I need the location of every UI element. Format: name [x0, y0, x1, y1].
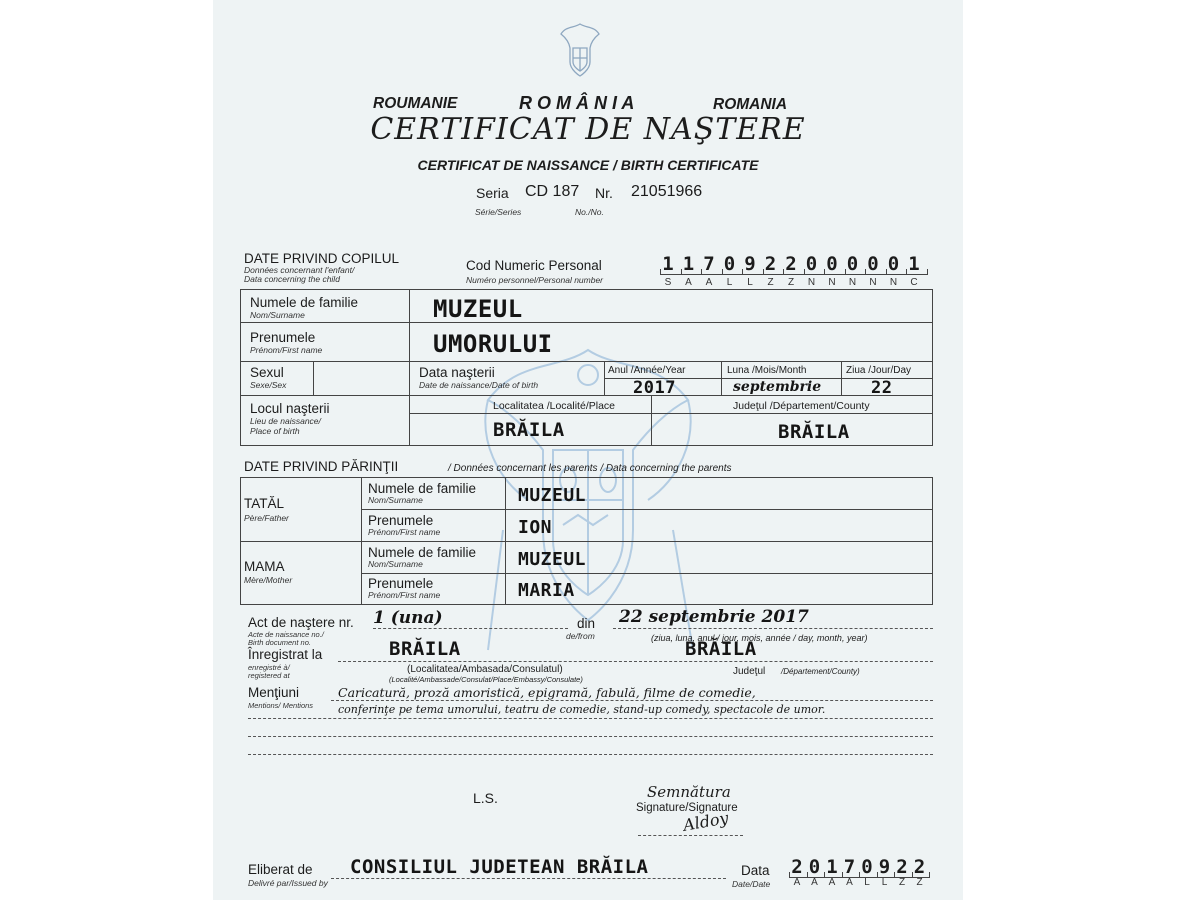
cnp-letter: Z [767, 277, 774, 288]
registered-sub2: registered at [248, 671, 290, 680]
dob-sub: Date de naissance/Date of birth [419, 380, 539, 390]
registered-place: BRĂILA [389, 638, 461, 660]
mentions-label: Menţiuni [248, 685, 300, 700]
issue-date-digit: 7 [843, 856, 856, 878]
mother-firstname-label: Prenumele [368, 576, 434, 591]
cnp-letter: N [889, 277, 898, 288]
child-section-sub1: Données concernant l'enfant/ [244, 265, 355, 275]
issue-date-sub: Date/Date [732, 879, 771, 889]
cnp-digit: 7 [703, 253, 715, 275]
firstname-sub: Prénom/First name [250, 345, 323, 355]
header-center: R O M Â N I A [519, 93, 635, 113]
father-label: TATĂL [244, 496, 285, 511]
issue-date-digit: 2 [913, 856, 926, 878]
birth-locality: BRĂILA [493, 419, 565, 441]
act-din-sub: de/from [566, 631, 595, 641]
sex-sub: Sexe/Sex [250, 380, 287, 390]
mother-surname-label: Numele de familie [368, 545, 477, 560]
pob-sub1: Lieu de naissance/ [250, 416, 321, 426]
registered-place-sub1: (Localitatea/Ambasada/Consulatul) [407, 664, 563, 675]
ls-label: L.S. [473, 790, 498, 806]
pob-label: Locul naşterii [250, 401, 330, 416]
signature-sub: Signature/Signature [636, 802, 738, 814]
act-sub1: Acte de naissance no./ [248, 630, 324, 639]
sex-label: Sexul [250, 365, 284, 380]
cnp-letter: A [705, 277, 713, 288]
nr-sub: No./No. [575, 207, 604, 217]
act-date: 22 septembrie 2017 [619, 607, 809, 627]
year-label: Anul /Année/Year [608, 365, 686, 376]
child-section-title: DATE PRIVIND COPILUL [244, 251, 400, 266]
mother-firstname: MARIA [518, 580, 575, 601]
issue-date-letter: A [811, 877, 818, 888]
cnp-digit: 0 [805, 253, 818, 275]
dob-label: Data naşterii [419, 365, 495, 380]
cnp-letter: N [869, 277, 877, 288]
cnp-digit: 2 [764, 253, 777, 275]
child-surname: MUZEUL [433, 295, 523, 323]
birth-county: BRĂILA [778, 421, 850, 443]
child-section-sub2: Data concerning the child [244, 274, 340, 284]
cnp-digit: 9 [744, 253, 756, 275]
parents-section-title: DATE PRIVIND PĂRINŢII [244, 459, 399, 474]
issued-by: CONSILIUL JUDETEAN BRĂILA [350, 856, 649, 878]
act-label: Act de naştere nr. [248, 615, 354, 630]
day-label: Ziua /Jour/Day [846, 365, 912, 376]
mother-sub: Mère/Mother [244, 575, 293, 585]
pob-sub2: Place of birth [250, 426, 300, 436]
issue-date-letter: A [828, 877, 836, 888]
nr-label: Nr. [595, 185, 613, 201]
parents-section-sub: / Données concernant les parents / Data concerning the parents [448, 463, 732, 474]
issue-date-label: Data [741, 863, 770, 878]
issue-date-letter: Z [916, 877, 923, 888]
seria-sub: Série/Series [475, 207, 522, 217]
mentions-line-2: conferinţe pe tema umorului, teatru de comedie, stand-up comedy, spectacole de umor. [338, 703, 826, 716]
cnp-letter: L [747, 277, 753, 288]
mother-surname: MUZEUL [518, 549, 587, 570]
cnp-letter: A [685, 277, 692, 288]
mother-surname-sub: Nom/Surname [368, 559, 423, 569]
cnp-digit: 0 [826, 253, 838, 275]
cnp-digit: 1 [662, 253, 674, 275]
issued-label: Eliberat de [248, 862, 313, 877]
registered-label: Înregistrat la [248, 647, 323, 662]
cnp-letter: N [807, 277, 816, 288]
surname-label: Numele de familie [250, 295, 359, 310]
act-number: 1 (una) [373, 608, 443, 628]
father-firstname-sub: Prénom/First name [368, 527, 441, 537]
seria-label: Seria [476, 185, 509, 201]
cnp-letter: N [848, 277, 857, 288]
father-sub: Père/Father [244, 513, 289, 523]
issue-date-digit: 2 [791, 856, 803, 878]
registered-county: BRĂILA [685, 638, 757, 660]
cnp-digit: 2 [785, 253, 797, 275]
father-firstname: ION [518, 517, 553, 538]
issue-date-digit: 0 [808, 856, 821, 878]
cnp-letter: L [726, 277, 733, 288]
issue-date-letter: A [846, 877, 853, 888]
issue-date-digit: 9 [878, 856, 891, 878]
surname-sub: Nom/Surname [250, 310, 305, 320]
act-din: din [577, 616, 596, 631]
page-subtitle: CERTIFICAT DE NAISSANCE / BIRTH CERTIFICATE [417, 157, 759, 173]
issued-sub: Delivré par/Issued by [248, 878, 328, 888]
issue-date-letter: L [864, 877, 870, 888]
cnp-digit: 0 [846, 253, 859, 275]
act-date-sub: (ziua, luna, anul / jour, mois, année / day, month, year) [651, 633, 868, 643]
birth-month: septembrie [733, 379, 822, 395]
seria-value: CD 187 [525, 183, 580, 200]
cnp-letter: N [828, 277, 836, 288]
cnp-sub: Numéro personnel/Personal number [466, 275, 604, 285]
page-title: CERTIFICAT DE NAŞTERE [370, 112, 806, 147]
cnp-letter: Z [787, 277, 795, 288]
cnp-digit: 1 [682, 253, 695, 275]
act-sub2: Birth document no. [248, 638, 311, 647]
mentions-line-1: Caricatură, proză amoristică, epigramă, fabulă, filme de comedie, [338, 685, 756, 700]
cnp-digit: 0 [723, 253, 736, 275]
issue-date-digit: 1 [826, 856, 838, 878]
issue-date-digit: 2 [896, 856, 908, 878]
county-label: Judeţul /Département/County [733, 400, 870, 412]
mother-label: MAMA [244, 559, 285, 574]
header-left: ROUMANIE [373, 95, 458, 112]
birth-year: 2017 [633, 378, 676, 398]
registered-county-sub1: Judeţul [733, 666, 766, 677]
father-surname: MUZEUL [518, 485, 587, 506]
birth-certificate [213, 0, 963, 900]
father-surname-sub: Nom/Surname [368, 495, 423, 505]
cnp-letter: C [910, 277, 918, 288]
nr-value: 21051966 [631, 183, 703, 200]
mother-firstname-sub: Prénom/First name [368, 590, 441, 600]
cnp-label: Cod Numeric Personal [466, 258, 602, 273]
month-label: Luna /Mois/Month [727, 365, 807, 376]
cnp-letter: S [664, 277, 672, 288]
locality-label: Localitatea /Localité/Place [493, 400, 615, 412]
issue-date-digit: 0 [861, 856, 873, 878]
signature-scribble: Aldoy [681, 808, 730, 835]
cnp-digit: 1 [908, 253, 920, 275]
signature-label: Semnătura [647, 783, 731, 801]
father-firstname-label: Prenumele [368, 513, 434, 528]
cnp-digit: 0 [887, 253, 900, 275]
registered-place-sub2: (Localité/Ambassade/Consulat/Place/Embassy/Consulate) [389, 675, 583, 684]
registered-sub1: enregistré à/ [248, 663, 290, 672]
issue-date-letter: A [793, 877, 801, 888]
cnp-digit: 0 [867, 253, 879, 275]
mentions-sub: Mentions/ Mentions [248, 701, 314, 710]
father-surname-label: Numele de familie [368, 481, 477, 496]
registered-county-sub2: /Département/County) [781, 667, 860, 676]
issue-date-letter: L [881, 877, 888, 888]
firstname-label: Prenumele [250, 330, 316, 345]
birth-day: 22 [871, 378, 893, 398]
child-firstname: UMORULUI [433, 330, 553, 358]
issue-date-letter: Z [898, 877, 906, 888]
coat-of-arms-icon [558, 20, 603, 80]
header-right: ROMANIA [713, 96, 788, 113]
